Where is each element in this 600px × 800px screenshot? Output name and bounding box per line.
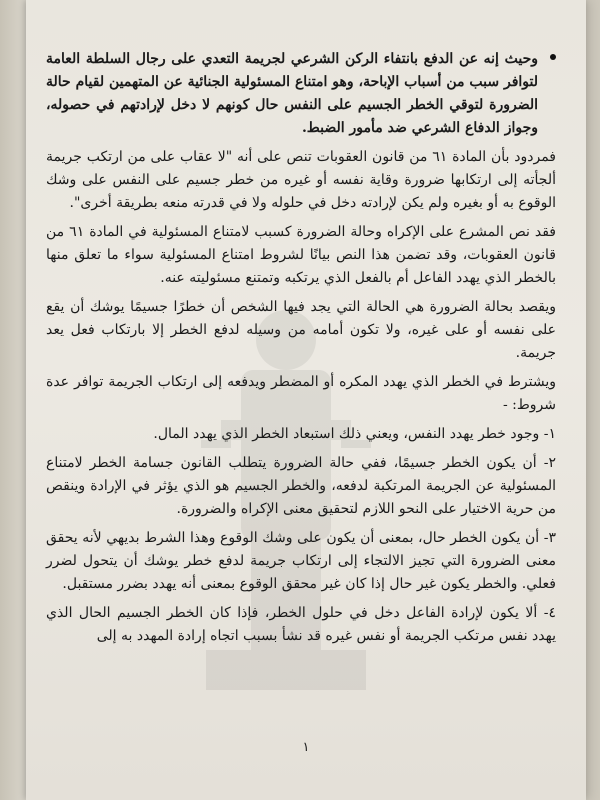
condition-4-text: ٤- ألا يكون لإرادة الفاعل دخل في حلول الخطر، فإذا كان الخطر الجسيم الحال الذي يهدد نفس مرتكب الجريمة أو نفس غيره قد نشأ بسبب اتجاه إرادة المهدد به إلى — [46, 605, 556, 644]
paragraph-3-text: فقد نص المشرع على الإكراه وحالة الضرورة كسبب لامتناع المسئولية في المادة ٦١ من قانون العقوبات، وقد تضمن هذا النص بيانًا لشروط امتناع المسئولية سواء ما تعلق منها بالخطر الذي يهدد الفاعل أم بالفعل الذي يرتكبه وتمتنع مسئوليته عنه. — [46, 224, 557, 286]
paragraph-3 — [46, 221, 556, 290]
paragraph-5-text: ويشترط في الخطر الذي يهدد المكره أو المضطر ويدفعه إلى ارتكاب الجريمة توافر عدة شروط: - — [46, 374, 556, 413]
condition-2 — [46, 452, 556, 521]
paragraph-1-text: وحيث إنه عن الدفع بانتفاء الركن الشرعي لجريمة التعدي على رجال السلطة العامة لتوافر سبب من أسباب الإباحة، وهو امتناع المسئولية الجنائية عن المتهمين لقيام حالة الضرورة لتوقي الخطر الجسيم على النفس حال كونهم لا دخل لإرادتهم في حصوله، وجواز الدفاع الشرعي ضد مأمور الضبط. — [46, 51, 538, 136]
document-body — [46, 48, 556, 654]
paragraph-4 — [46, 296, 556, 365]
page-number: ١ — [302, 740, 310, 755]
condition-1-text: ١- وجود خطر يهدد النفس، ويعني ذلك استبعاد الخطر الذي يهدد المال. — [153, 426, 556, 442]
condition-4 — [46, 602, 556, 648]
paragraph-5 — [46, 371, 556, 417]
paragraph-2-text: فمردود بأن المادة ٦١ من قانون العقوبات تنص على أنه "لا عقاب على من ارتكب جريمة ألجأته إلى ارتكابها ضرورة وقاية نفسه أو غيره من خطر جسيم على النفس على وشك الوقوع به أو بغيره ولم يكن لإرادته دخل في حلوله ولا في قدرته منعه بطريقة أخرى". — [46, 149, 557, 211]
document-page — [26, 0, 586, 800]
paragraph-1 — [46, 48, 556, 140]
page-edge-shadow — [0, 0, 26, 800]
paragraph-4-text: ويقصد بحالة الضرورة هي الحالة التي يجد فيها الشخص أن خطرًا جسيمًا يوشك أن يقع على نفسه أو على غيره، ولا تكون أمامه من وسيله لدفع الخطر إلا بارتكاب فعل يعد جريمة. — [46, 299, 556, 361]
condition-3 — [46, 527, 556, 596]
condition-3-text: ٣- أن يكون الخطر حال، بمعنى أن يكون على وشك الوقوع وهذا الشرط بديهي لأنه يحقق معنى الضرورة التي تجيز الالتجاء إلى ارتكاب جريمة لدفع خطر يوشك أن يتحول لضرر فعلي. والخطر يكون غير حال إذا كان غير محقق الوقوع بمعنى أنه يهدد بضرر مستقبل. — [46, 530, 556, 592]
condition-1 — [46, 423, 556, 446]
bullet-icon — [550, 54, 556, 60]
condition-2-text: ٢- أن يكون الخطر جسيمًا، ففي حالة الضرورة يتطلب القانون جسامة الخطر لامتناع المسئولية عن الجريمة المرتكبة لدفعه، والخطر الجسيم هو الذي يؤثر في الإرادة وينقص من حرية الاختيار على النحو اللازم لتحقيق معنى الإكراه والضرورة. — [46, 455, 556, 517]
paragraph-2 — [46, 146, 556, 215]
